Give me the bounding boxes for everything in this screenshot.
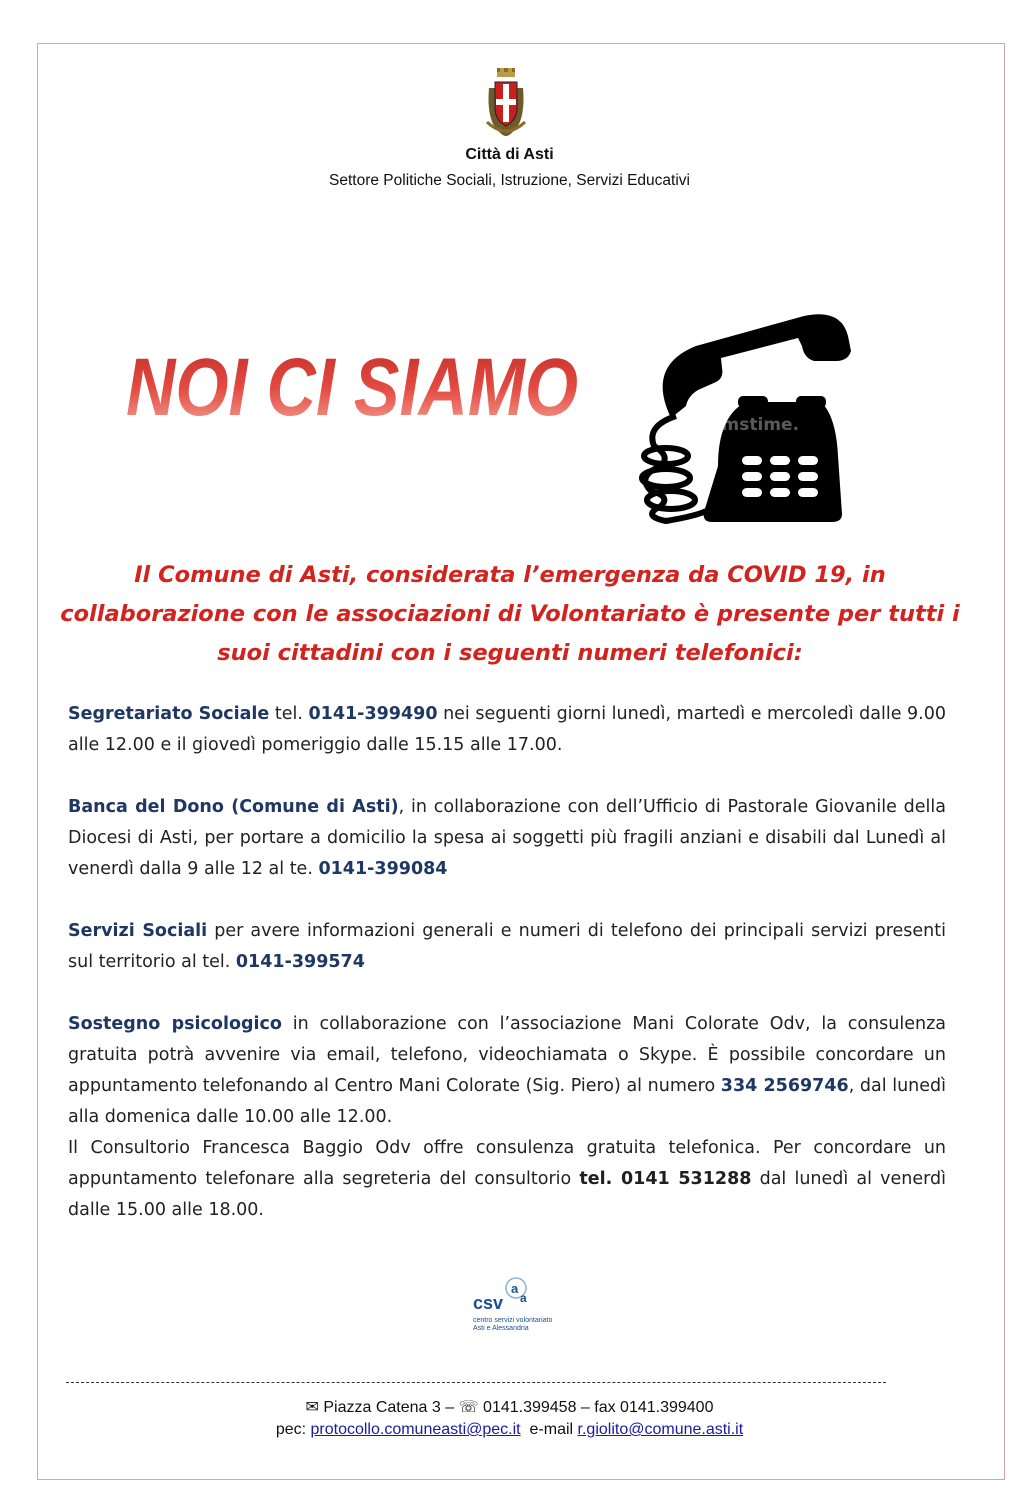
section-text: in collaborazione con l’associazione Mani Colorate Odv, la consulenza gratuita potrà avvenire via email, telefono, videochiamata o Skype. È possibile concordare un appuntamento telefonando al Centro Mani Colorate (Sig. Piero) al numero (68, 1014, 946, 1096)
csv-logo-text: csv (473, 1293, 504, 1313)
csv-line2: Asti e Alessandria (473, 1325, 529, 1332)
address-text: Piazza Catena 3 – (323, 1399, 459, 1416)
section-servizi-sociali (68, 916, 946, 978)
email-link[interactable]: r.giolito@comune.asti.it (577, 1421, 744, 1438)
section-title: Segretariato Sociale (68, 704, 270, 724)
city-crest-logo (481, 66, 531, 140)
footer-divider (66, 1382, 886, 1383)
section-text: , in collaborazione con dell’Ufficio di Pastorale Giovanile della Diocesi di Asti, per portare a domicilio la spesa ai soggetti più fragili anziani e disabili dal Lunedì al venerdì dalla 9 alle 12 al te. (68, 797, 946, 879)
section-text: nei seguenti giorni lunedì, martedì e mercoledì dalle 9.00 alle 12.00 e il giovedì pomeriggio dalle 15.15 alle 17.00. (68, 704, 946, 755)
email-label: e-mail (520, 1421, 578, 1438)
section-title: Sostegno psicologico (68, 1014, 282, 1034)
page-border (37, 43, 1005, 1480)
telephone-icon (626, 306, 848, 526)
pec-link[interactable]: protocollo.comuneasti@pec.it (310, 1421, 521, 1438)
section-banca-dono (68, 792, 946, 885)
footer-contacts (0, 1421, 1019, 1439)
city-name: Città di Asti (465, 146, 554, 163)
csv-sup-a: a (511, 1281, 519, 1296)
phone-number: 0141-399574 (235, 952, 365, 972)
csv-sup-a2: a (520, 1291, 527, 1305)
phone-number: 334 2569746 (720, 1076, 849, 1096)
section-text: per avere informazioni generali e numeri di telefono dei principali servizi presenti sul territorio al tel. (68, 921, 946, 972)
section-title: Servizi Sociali (68, 921, 208, 941)
sector-name: Settore Politiche Sociali, Istruzione, Servizi Educativi (329, 172, 690, 189)
telephone-small-icon: ☏ (458, 1399, 479, 1416)
phone-number: 0141-399490 (308, 704, 438, 724)
section-text: Il Consultorio Francesca Baggio Odv offre consulenza gratuita telefonica. Per concordare un appuntamento telefonare alla segreteria del consultorio (68, 1138, 946, 1189)
csv-logo-subtitle (473, 1317, 552, 1333)
csv-logo (468, 1275, 578, 1337)
phone-fax-text: 0141.399458 – fax 0141.399400 (478, 1399, 714, 1416)
section-text: , dal lunedì alla domenica dalle 10.00 alle 12.00. (68, 1076, 946, 1127)
phone-number: 0141-399084 (318, 859, 448, 879)
section-title: Banca del Dono (Comune di Asti) (68, 797, 399, 817)
watermark-text: dreamstime. (678, 415, 800, 435)
headline-text: NOI CI SIAMO (126, 342, 578, 433)
section-segretariato (68, 699, 946, 761)
section-text: tel. (269, 704, 309, 724)
headline (118, 335, 588, 433)
csv-line1: centro servizi volontariato (473, 1317, 553, 1324)
pec-label: pec: (275, 1421, 311, 1438)
intro-text: Il Comune di Asti, considerata l’emergenza da COVID 19, in collaborazione con le associazioni di Volontariato è presente per tutti i suoi cittadini con i seguenti numeri telefonici: (60, 562, 960, 666)
section-sostegno-psicologico (68, 1009, 946, 1226)
phone-number: tel. 0141 531288 (579, 1169, 752, 1189)
section-text: dal lunedì al venerdì dalle 15.00 alle 18.00. (68, 1169, 946, 1220)
envelope-icon: ✉ (305, 1399, 324, 1416)
footer-address (0, 1397, 1019, 1417)
